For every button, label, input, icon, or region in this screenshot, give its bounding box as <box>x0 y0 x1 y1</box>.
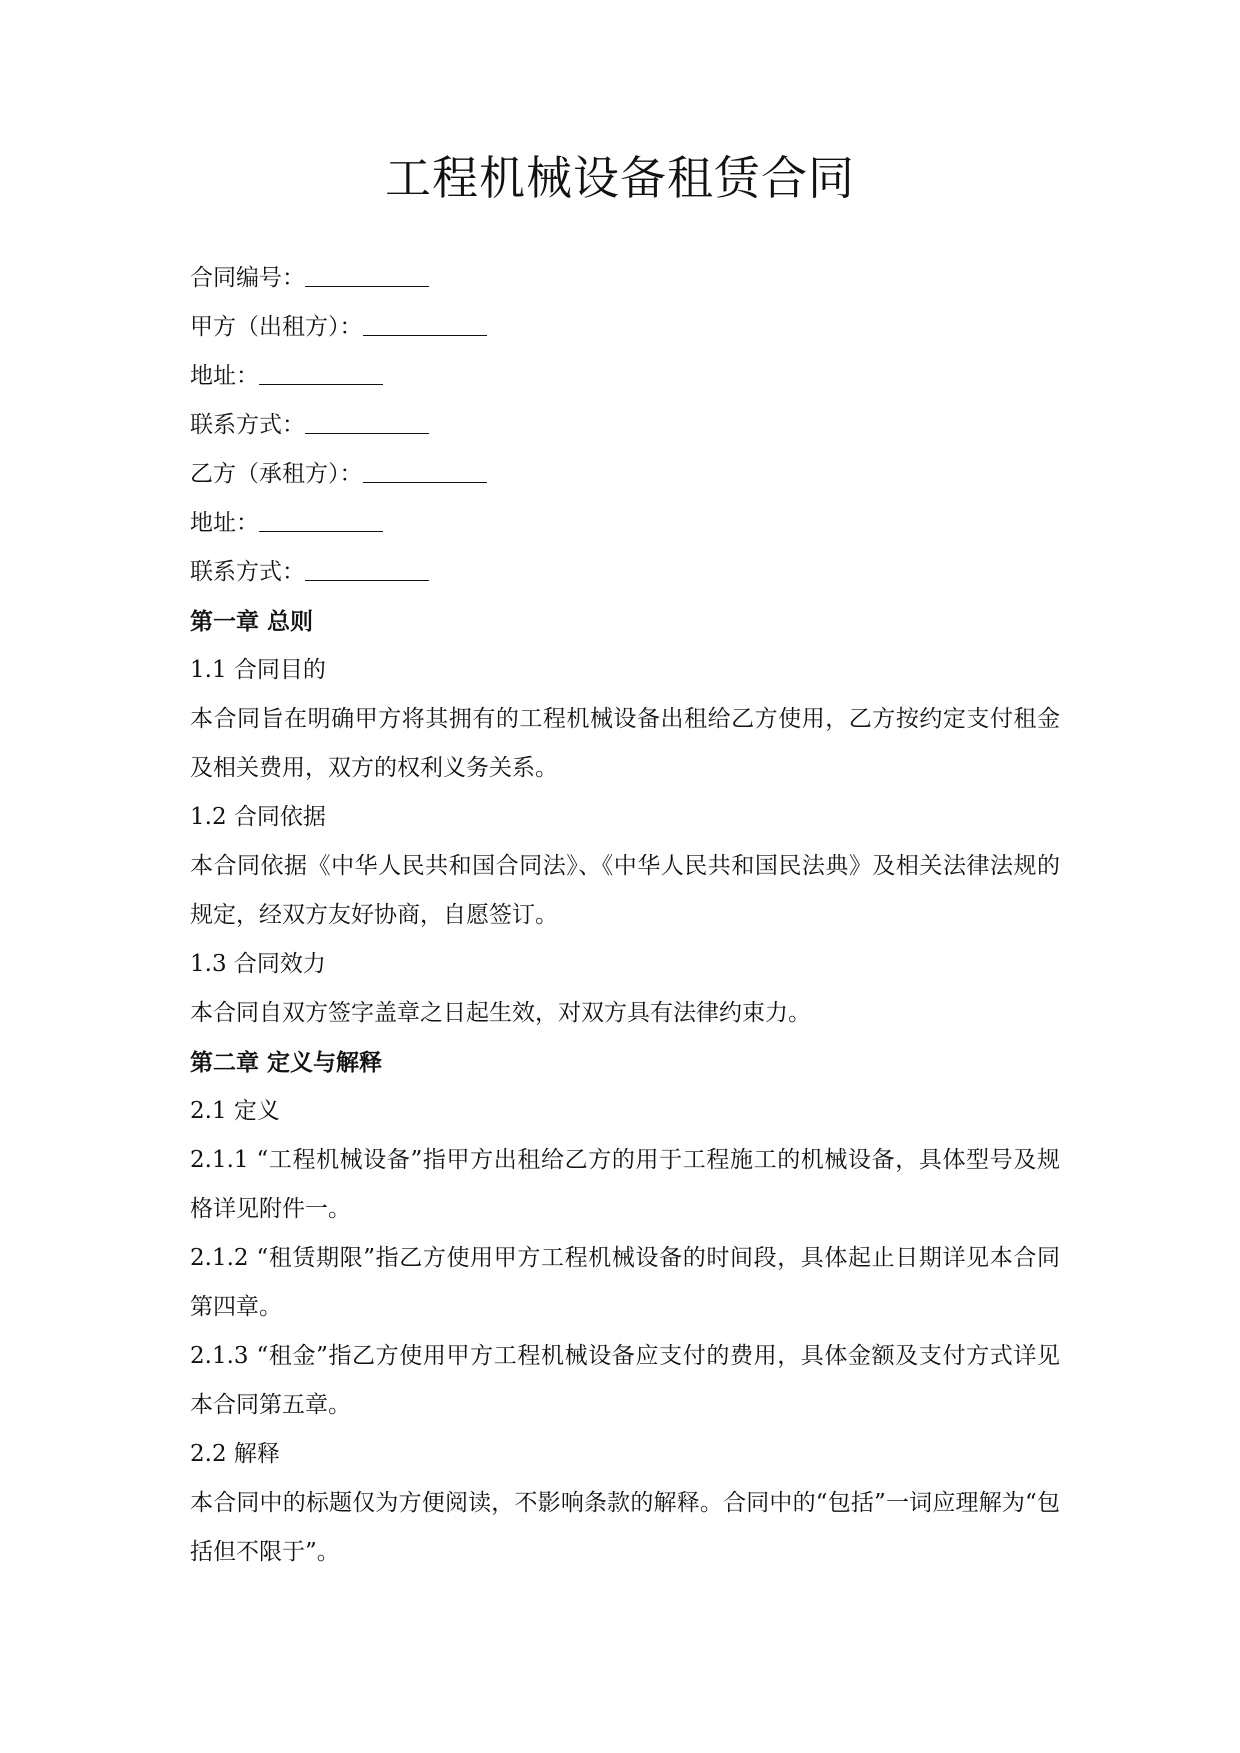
field-label: 联系方式： <box>190 412 305 438</box>
fill-blank <box>305 556 429 581</box>
field-label: 乙方（承租方）： <box>190 461 363 487</box>
fill-blank <box>259 507 383 532</box>
party-b-address-field <box>190 499 1060 548</box>
contract-number-field <box>190 254 1060 303</box>
section-2-2-heading: 2.2 解释 <box>190 1441 280 1467</box>
clause-2-1-3: 2.1.3 “租金”指乙方使用甲方工程机械设备应支付的费用，具体金额及支付方式详见本合同第五章。 <box>190 1343 1060 1418</box>
section-1-1-text: 本合同旨在明确甲方将其拥有的工程机械设备出租给乙方使用，乙方按约定支付租金及相关费用，双方的权利义务关系。 <box>190 706 1060 781</box>
contract-body <box>190 254 1060 1577</box>
document-title: 工程机械设备租赁合同 <box>385 151 855 205</box>
fill-blank <box>305 262 429 287</box>
party-a-field <box>190 303 1060 352</box>
fill-blank <box>363 311 487 336</box>
chapter-1-heading: 第一章 总则 <box>190 608 314 635</box>
field-label: 地址： <box>190 510 259 536</box>
fill-blank <box>259 360 383 385</box>
chapter-2-heading: 第二章 定义与解释 <box>190 1049 383 1076</box>
field-label: 甲方（出租方）： <box>190 314 363 340</box>
section-1-2-text: 本合同依据《中华人民共和国合同法》、《中华人民共和国民法典》及相关法律法规的规定，经双方友好协商，自愿签订。 <box>190 853 1060 928</box>
fill-blank <box>363 458 487 483</box>
section-1-1-heading: 1.1 合同目的 <box>190 657 326 683</box>
section-2-1-heading: 2.1 定义 <box>190 1098 280 1124</box>
party-a-address-field <box>190 352 1060 401</box>
field-label: 合同编号： <box>190 265 305 291</box>
section-1-3-heading: 1.3 合同效力 <box>190 951 326 977</box>
section-1-2-heading: 1.2 合同依据 <box>190 804 326 830</box>
fill-blank <box>305 409 429 434</box>
section-2-2-text: 本合同中的标题仅为方便阅读，不影响条款的解释。合同中的“包括”一词应理解为“包括但不限于”。 <box>190 1490 1060 1565</box>
party-b-contact-field <box>190 548 1060 597</box>
party-b-field <box>190 450 1060 499</box>
field-label: 地址： <box>190 363 259 389</box>
clause-2-1-2: 2.1.2 “租赁期限”指乙方使用甲方工程机械设备的时间段，具体起止日期详见本合同第四章。 <box>190 1245 1060 1320</box>
party-a-contact-field <box>190 401 1060 450</box>
section-1-3-text: 本合同自双方签字盖章之日起生效，对双方具有法律约束力。 <box>190 1000 811 1026</box>
clause-2-1-1: 2.1.1 “工程机械设备”指甲方出租给乙方的用于工程施工的机械设备，具体型号及规格详见附件一。 <box>190 1147 1060 1222</box>
field-label: 联系方式： <box>190 559 305 585</box>
